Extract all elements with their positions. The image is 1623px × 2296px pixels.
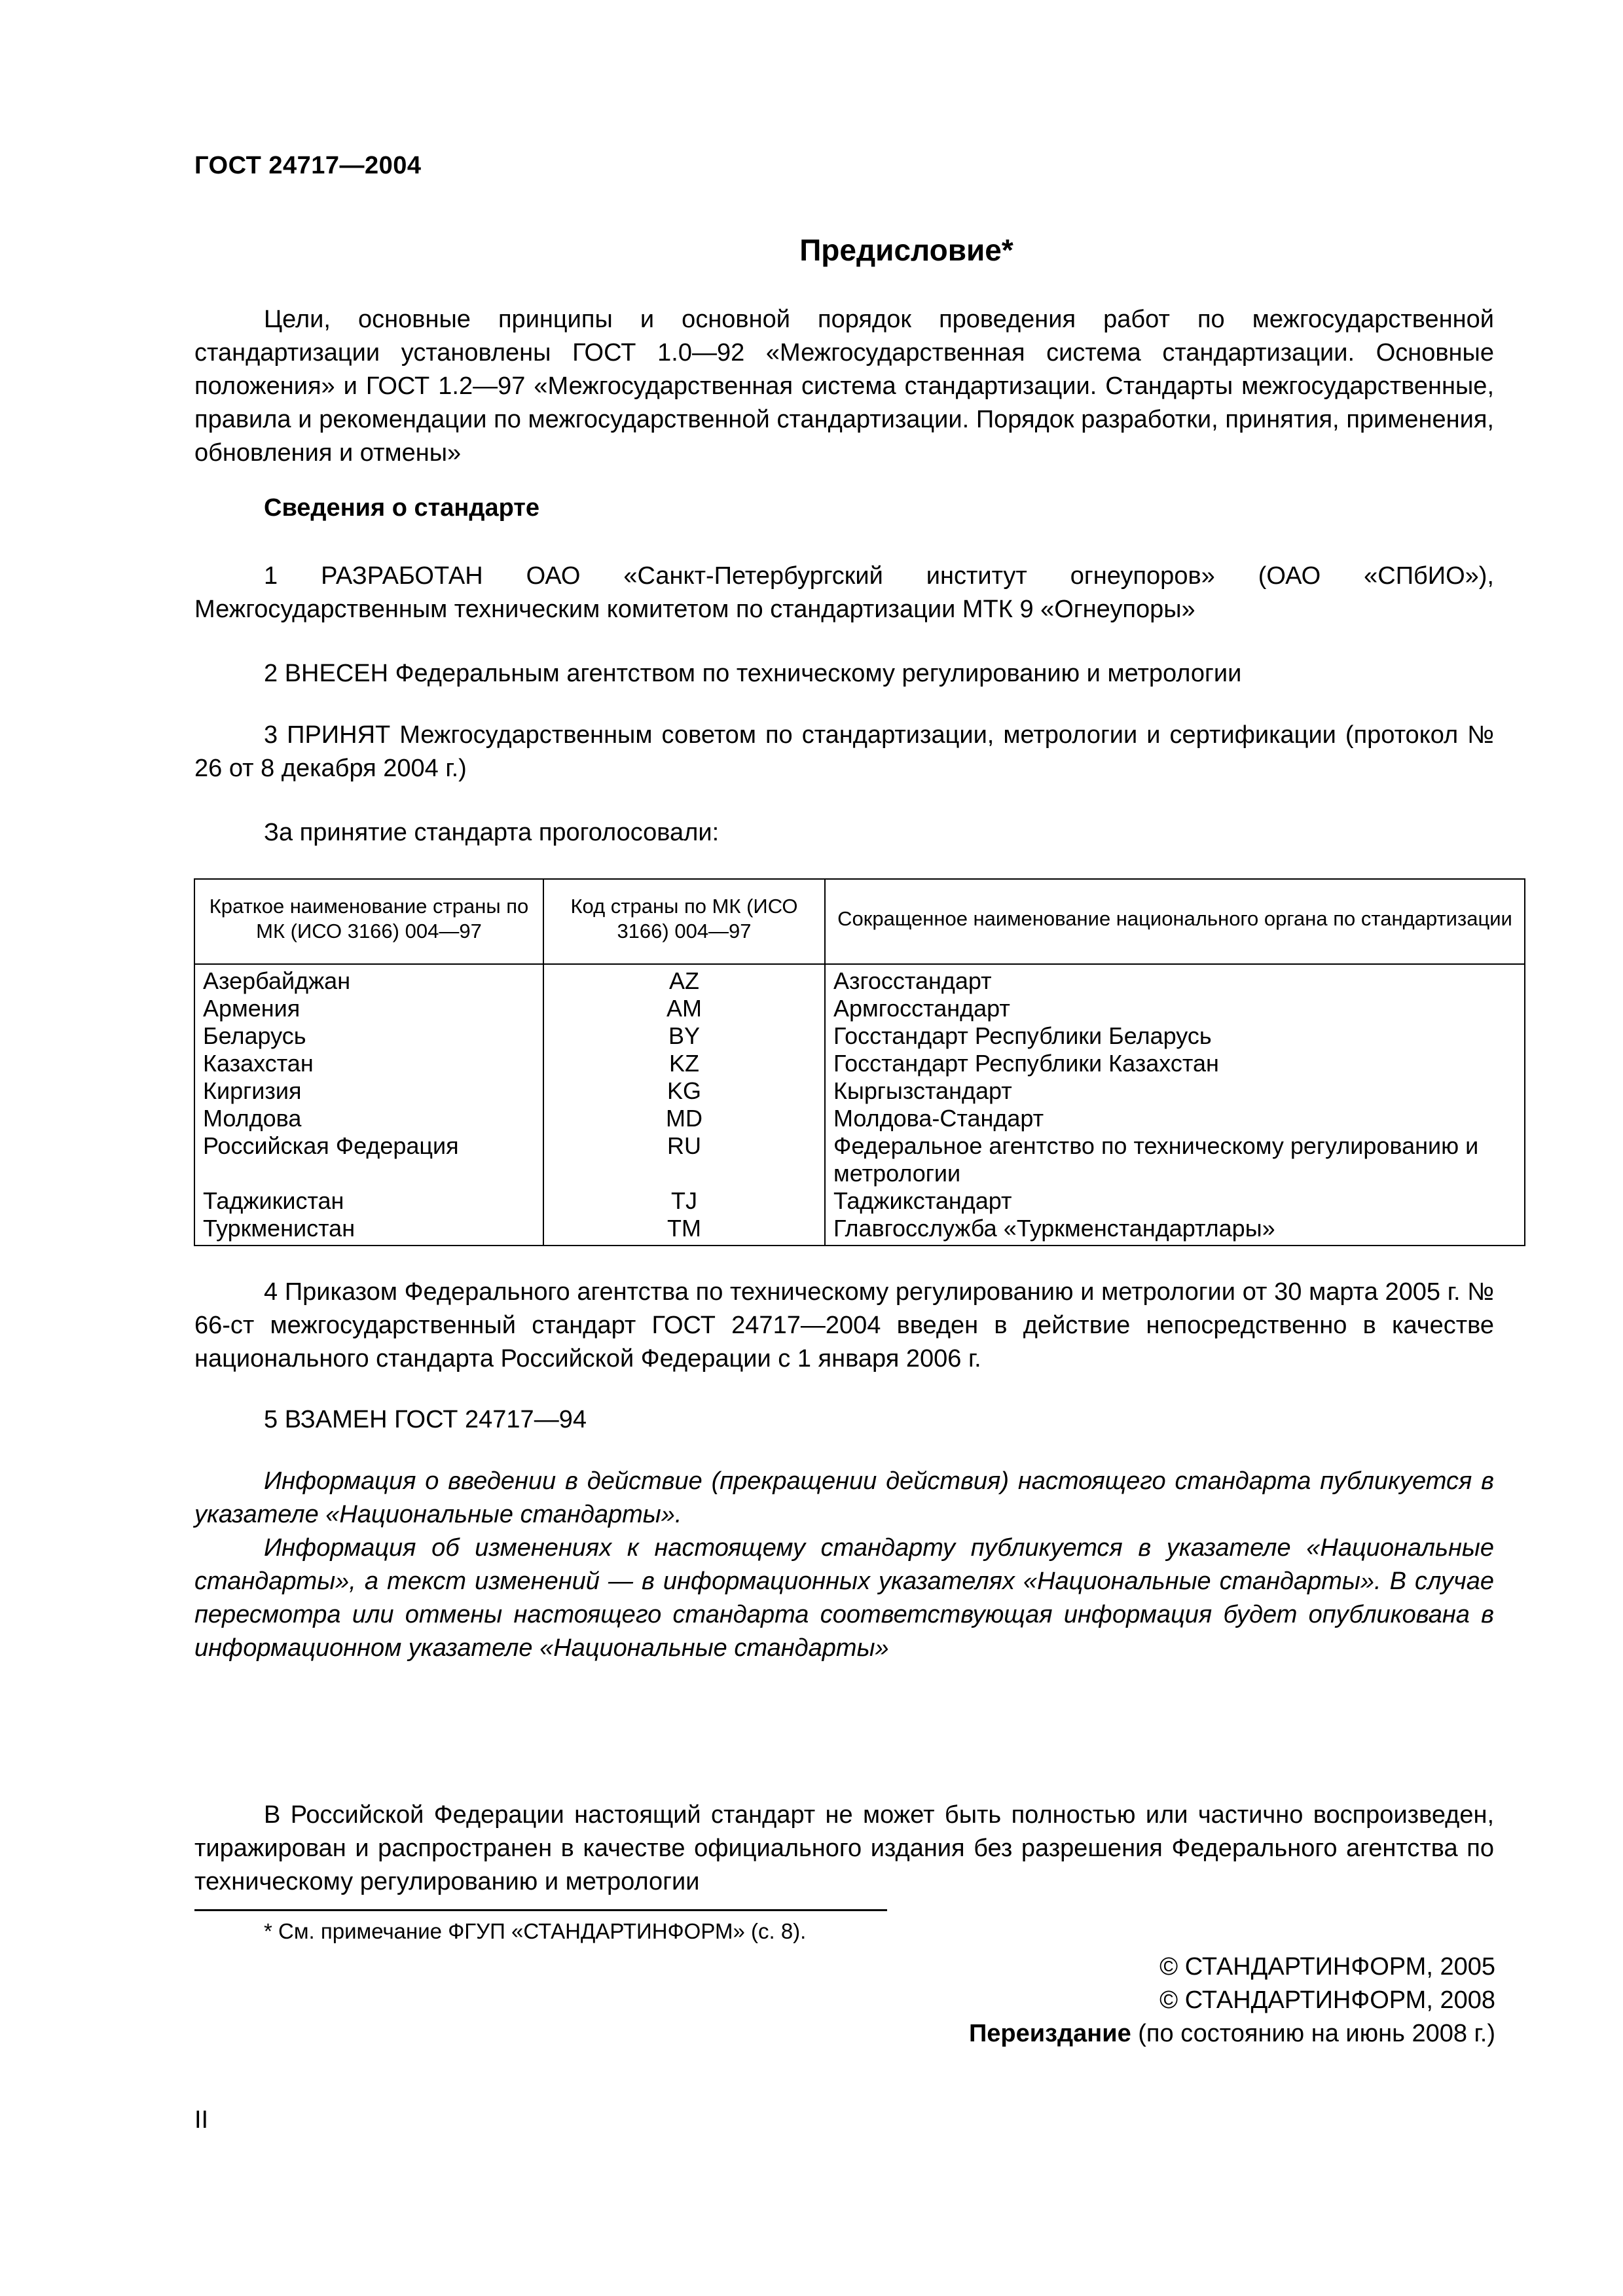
cell-code: BY [543,1022,825,1050]
cell-code: RU [543,1132,825,1187]
table-row [194,1077,1525,1105]
cell-body: Госстандарт Республики Казахстан [825,1050,1525,1077]
cell-body: Армгосстандарт [825,995,1525,1022]
footnote-divider [194,1909,887,1911]
item-5: 5 ВЗАМЕН ГОСТ 24717—94 [264,1406,587,1433]
table-row [194,1105,1525,1132]
cell-country: Туркменистан [194,1215,543,1246]
table-row [194,995,1525,1022]
item-1: 1 РАЗРАБОТАН ОАО «Санкт-Петербургский институт огнеупоров» (ОАО «СПбИО»), Межгосударственным техническим комитетом по стандартизации МТК 9 «Огнеупоры» [194,562,1494,623]
table-row [194,1187,1525,1215]
table-body [194,964,1525,1246]
cell-body: Федеральное агентство по техническому регулированию и метрологии [825,1132,1525,1187]
table-row [194,1215,1525,1246]
cell-body: Главгосслужба «Туркменстандартлары» [825,1215,1525,1246]
table-header-row [194,879,1525,964]
info-paragraph-1: Информация о введении в действие (прекращении действия) настоящего стандарта публикуется в указателе «Национальные стандарты». [194,1467,1494,1528]
page-title [0,232,1623,268]
cell-country: Армения [194,995,543,1022]
footnote: * См. примечание ФГУП «СТАНДАРТИНФОРМ» (с. 8). [264,1919,807,1943]
vote-intro: За принятие стандарта проголосовали: [264,819,720,846]
rights-paragraph: В Российской Федерации настоящий стандарт не может быть полностью или частично воспроизведен, тиражирован и распространен в качестве официального издания без разрешения Федерального агентства по техническому регулированию и метрологии [194,1801,1494,1895]
cell-code: KG [543,1077,825,1105]
cell-country: Азербайджан [194,964,543,995]
title-text: Предисловие* [799,233,1013,267]
cell-body: Таджикстандарт [825,1187,1525,1215]
cell-country: Киргизия [194,1077,543,1105]
item-3: 3 ПРИНЯТ Межгосударственным советом по стандартизации, метрологии и сертификации (протокол № 26 от 8 декабря 2004 г.) [194,721,1494,782]
table-row [194,1022,1525,1050]
item-4: 4 Приказом Федерального агентства по техническому регулированию и метрологии от 30 марта 2005 г. № 66-ст межгосударственный стандарт ГОСТ 24717—2004 введен в действие непосредственно в качестве национального стандарта Российской Федерации с 1 января 2006 г. [194,1278,1494,1372]
header-country: Краткое наименование страны по МК (ИСО 3166) 004—97 [194,879,543,964]
copyright-2005: © СТАНДАРТИНФОРМ, 2005 [1159,1953,1495,1981]
voting-table [194,878,1525,1246]
table-row [194,1132,1525,1187]
cell-body: Кыргызстандарт [825,1077,1525,1105]
table-row [194,1050,1525,1077]
cell-body: Молдова-Стандарт [825,1105,1525,1132]
copyright-2008: © СТАНДАРТИНФОРМ, 2008 [1159,1986,1495,2014]
cell-code: KZ [543,1050,825,1077]
cell-body: Азгосстандарт [825,964,1525,995]
reissue-date: (по состоянию на июнь 2008 г.) [1131,2020,1495,2047]
cell-code: MD [543,1105,825,1132]
reissue-label: Переиздание [968,2020,1131,2047]
reissue-note [969,2020,1495,2048]
about-heading: Сведения о стандарте [264,494,540,522]
cell-country: Казахстан [194,1050,543,1077]
cell-code: AZ [543,964,825,995]
cell-country: Беларусь [194,1022,543,1050]
cell-code: AM [543,995,825,1022]
header-body: Сокращенное наименование национального органа по стандартизации [825,879,1525,964]
cell-code: TM [543,1215,825,1246]
cell-country: Молдова [194,1105,543,1132]
header-code: Код страны по МК (ИСО 3166) 004—97 [543,879,825,964]
info-paragraph-2: Информация об изменениях к настоящему стандарту публикуется в указателе «Национальные стандарты», а текст изменений — в информационных указателях «Национальные стандарты». В случае пересмотра или отмены настоящего стандарта соответствующая информация будет опубликована в информационном указателе «Национальные стандарты» [194,1534,1494,1662]
page-number: II [194,2106,209,2134]
intro-paragraph: Цели, основные принципы и основной порядок проведения работ по межгосударственной стандартизации установлены ГОСТ 1.0—92 «Межгосударственная система стандартизации. Основные положения» и ГОСТ 1.2—97 «Межгосударственная система стандартизации. Стандарты межгосударственные, правила и рекомендации по межгосударственной стандартизации. Порядок разработки, принятия, применения, обновления и отмены» [194,306,1494,467]
cell-country: Российская Федерация [194,1132,543,1187]
item-2: 2 ВНЕСЕН Федеральным агентством по техническому регулированию и метрологии [264,660,1242,687]
cell-country: Таджикистан [194,1187,543,1215]
standard-code: ГОСТ 24717—2004 [194,152,422,179]
table-row [194,964,1525,995]
cell-body: Госстандарт Республики Беларусь [825,1022,1525,1050]
cell-code: TJ [543,1187,825,1215]
